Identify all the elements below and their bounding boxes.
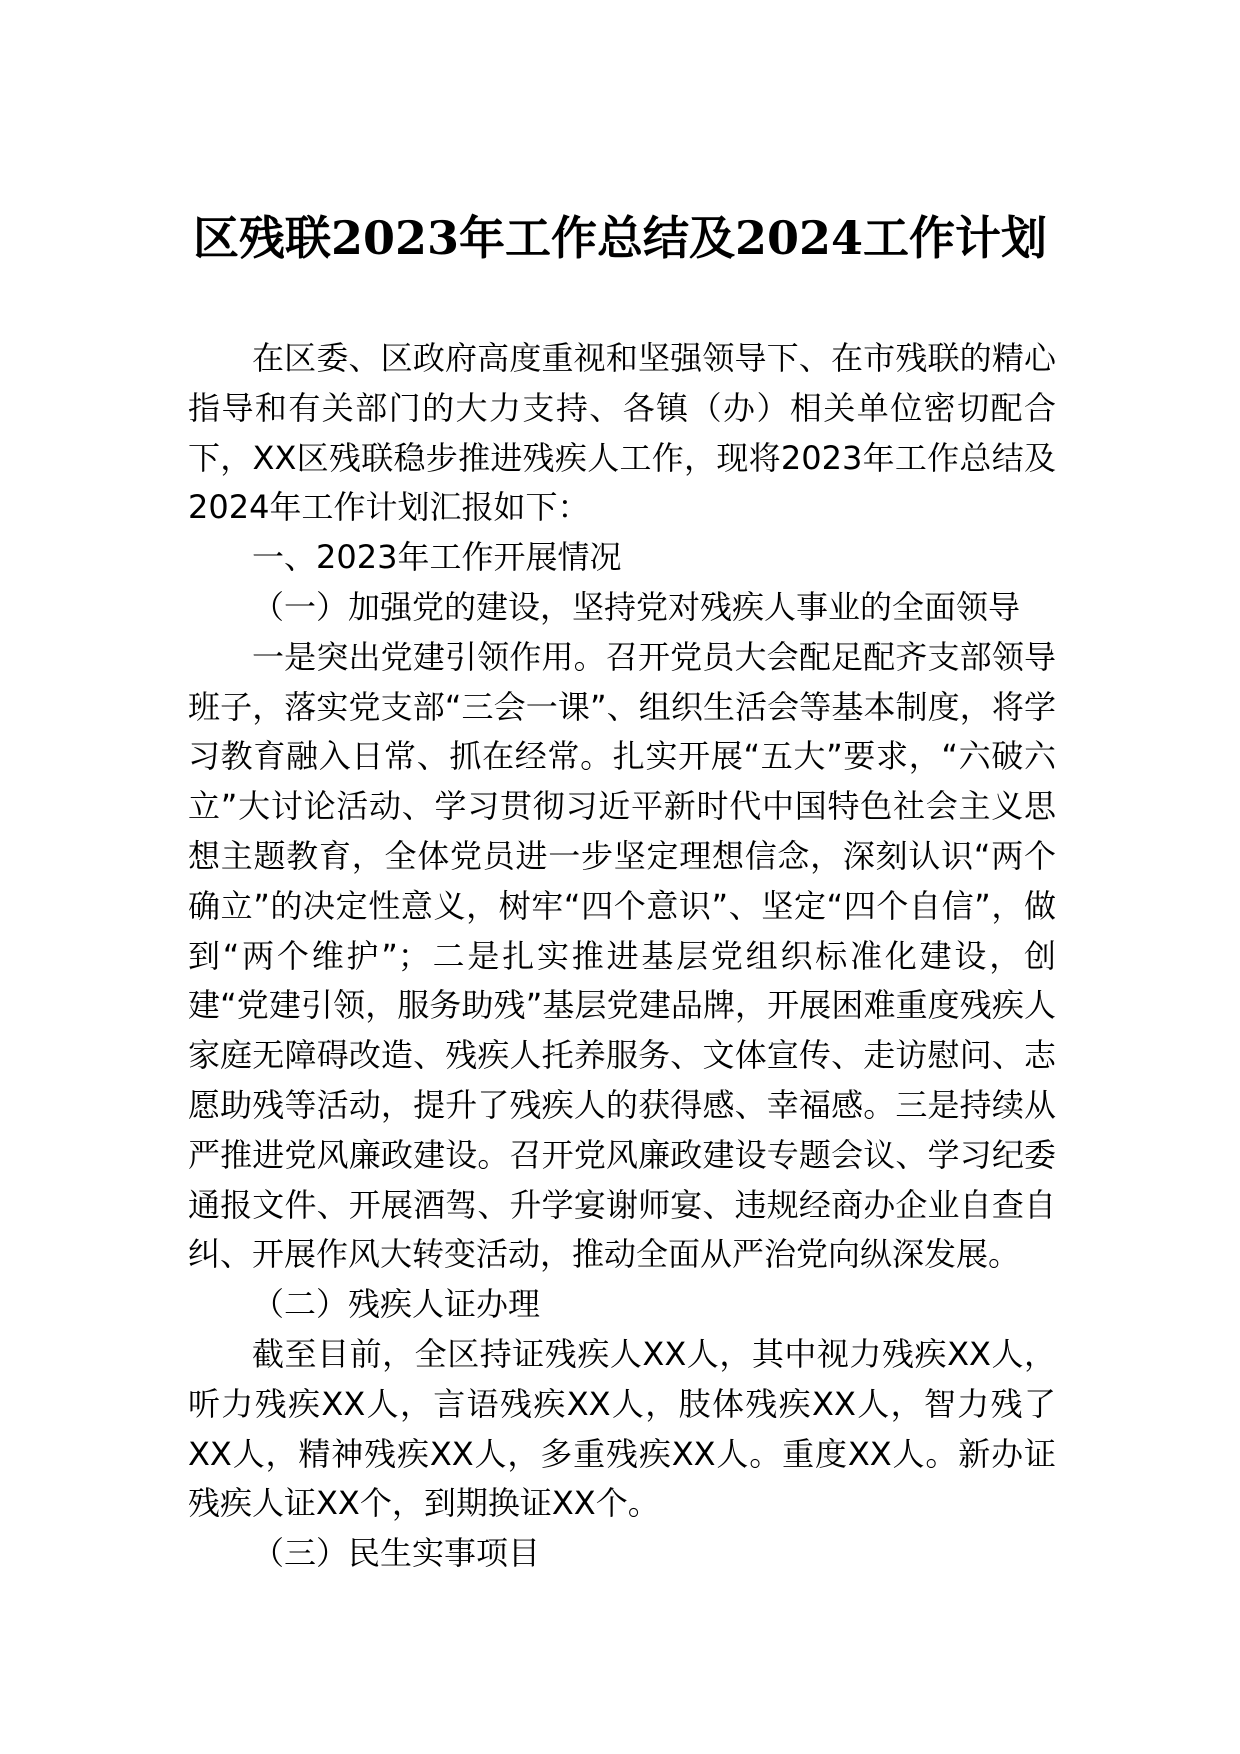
subsection-heading-2: （二）残疾人证办理 [252,1285,541,1324]
document-body [188,334,1056,1579]
subsection-heading-3: （三）民生实事项目 [252,1534,541,1573]
party-building-paragraph: 一是突出党建引领作用。召开党员大会配足配齐支部领导班子，落实党支部“三会一课”、组织生活会等基本制度，将学习教育融入日常、抓在经常。扎实开展“五大”要求，“六破六立”大讨论活动、学习贯彻习近平新时代中国特色社会主义思想主题教育，全体党员进一步坚定理想信念，深刻认识“两个确立”的决定性意义，树牢“四个意识”、坚定“四个自信”，做到“两个维护”；二是扎实推进基层党组织标准化建设，创建“党建引领，服务助残”基层党建品牌，开展困难重度残疾人家庭无障碍改造、残疾人托养服务、文体宣传、走访慰问、志愿助残等活动，提升了残疾人的获得感、幸福感。三是持续从严推进党风廉政建设。召开党风廉政建设专题会议、学习纪委通报文件、开展酒驾、升学宴谢师宴、违规经商办企业自查自纠、开展作风大转变活动，推动全面从严治党向纵深发展。 [188,637,1056,1274]
intro-paragraph: 在区委、区政府高度重视和坚强领导下、在市残联的精心指导和有关部门的大力支持、各镇（办）相关单位密切配合下，XX区残联稳步推进残疾人工作，现将2023年工作总结及2024年工作计划汇报如下： [188,339,1056,527]
subsection-heading-1: （一）加强党的建设，坚持党对残疾人事业的全面领导 [252,587,1021,626]
disability-certificate-paragraph: 截至目前，全区持证残疾人XX人，其中视力残疾XX人，听力残疾XX人，言语残疾XX人，肢体残疾XX人，智力残了XX人，精神残疾XX人，多重残疾XX人。重度XX人。新办证残疾人证XX个，到期换证XX个。 [188,1334,1056,1523]
document-title: 区残联2023年工作总结及2024工作计划 [192,211,1048,265]
section-heading-1: 一、2023年工作开展情况 [252,538,622,577]
